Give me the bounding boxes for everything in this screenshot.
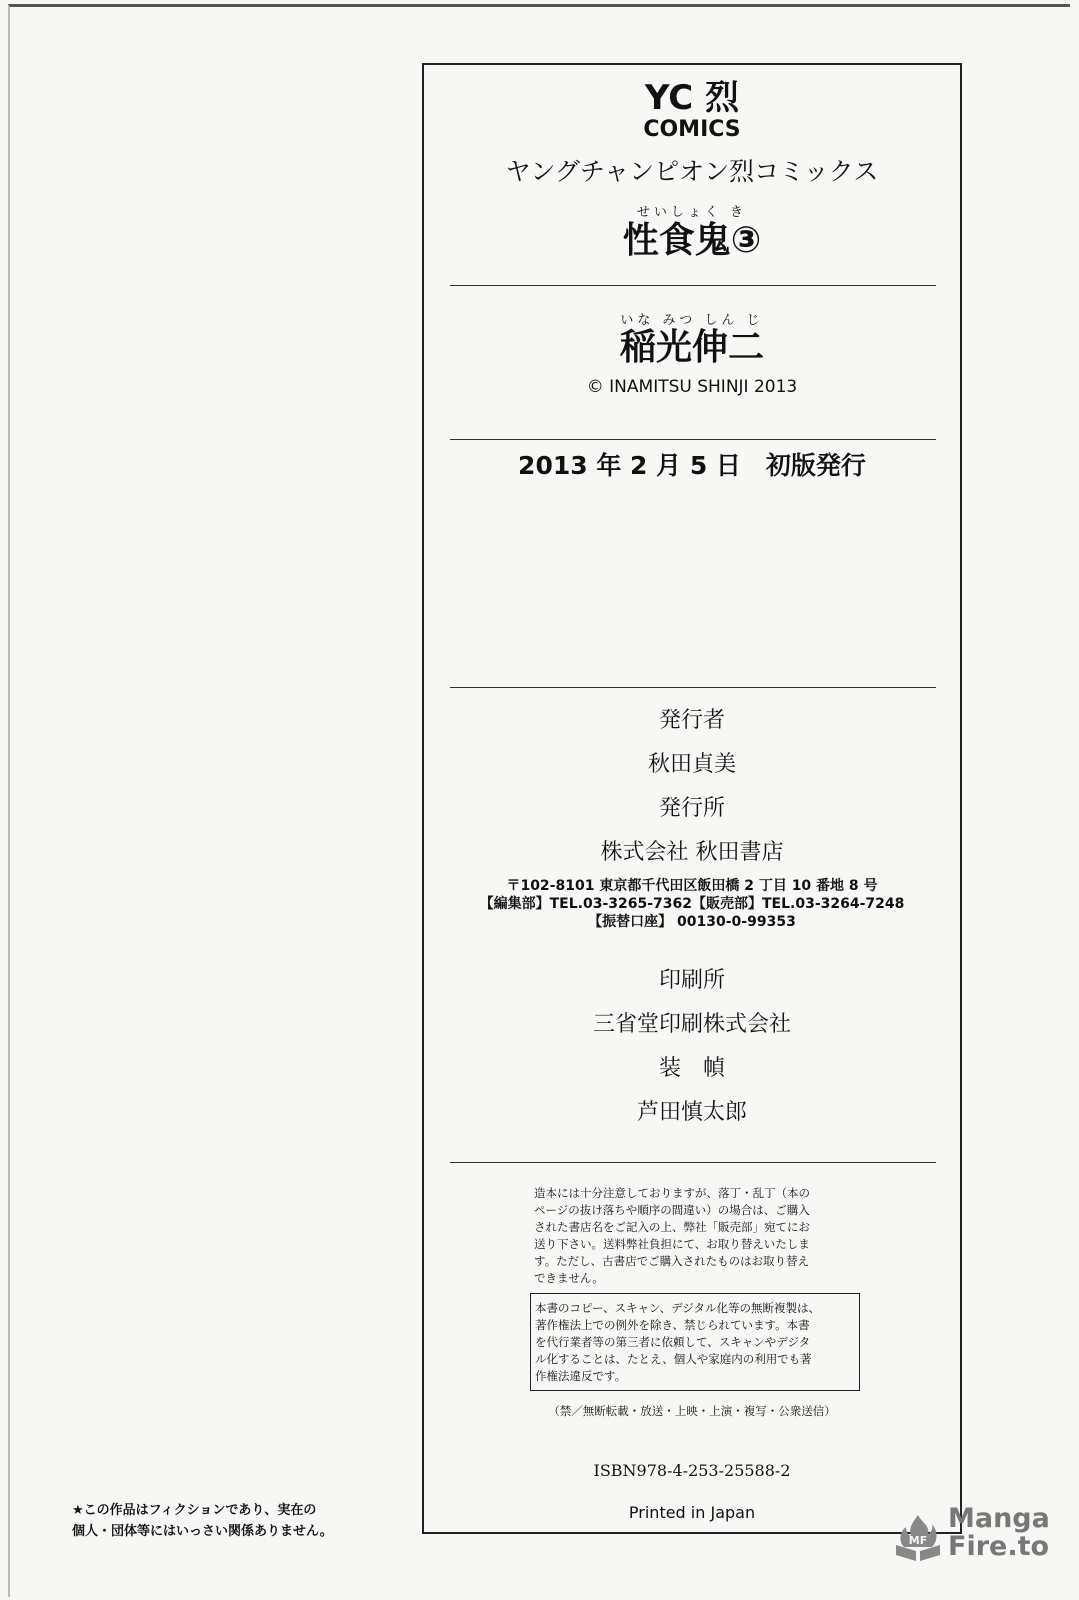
copyright: © INAMITSU SHINJI 2013 bbox=[586, 377, 798, 397]
author-ruby: いな みつ しん じ bbox=[620, 313, 764, 328]
printer-name: 三省堂印刷株式会社 bbox=[592, 1012, 791, 1037]
phone-line: 【編集部】TEL.03-3265-7362【販売部】TEL.03-3264-7248 bbox=[479, 896, 905, 912]
divider bbox=[450, 439, 936, 440]
watermark-text: Manga Fire.to bbox=[948, 1503, 1050, 1562]
author-name: 稲光伸二 bbox=[619, 327, 764, 368]
design-label: 装 幀 bbox=[658, 1056, 725, 1081]
colophon-box bbox=[422, 63, 962, 1534]
address-line: 〒102-8101 東京都千代田区飯田橋 2 丁目 10 番地 8 号 bbox=[506, 878, 878, 894]
book-title: 性食鬼③ bbox=[622, 220, 762, 261]
divider bbox=[450, 687, 936, 688]
divider bbox=[450, 285, 936, 286]
publishing-office-label: 発行所 bbox=[658, 796, 725, 821]
publishing-office-name: 株式会社 秋田書店 bbox=[600, 840, 784, 865]
designer-name: 芦田慎太郎 bbox=[636, 1100, 747, 1125]
imprint-label: YC 烈 bbox=[644, 78, 740, 118]
comics-label: COMICS bbox=[643, 117, 741, 142]
printed-in: Printed in Japan bbox=[628, 1503, 756, 1522]
title-ruby: せいしょく き bbox=[636, 205, 748, 220]
flame-book-icon bbox=[892, 1511, 944, 1563]
fiction-disclaimer: ★この作品はフィクションであり、実在の 個人・団体等にはいっさい関係ありません。 bbox=[72, 1503, 333, 1539]
publisher-label: 発行者 bbox=[658, 708, 725, 733]
watermark bbox=[892, 1505, 1062, 1565]
printer-label: 印刷所 bbox=[658, 968, 725, 993]
defect-notice: 造本には十分注意しておりますが、落丁・乱丁（本の ページの抜け落ちや順序の間違い）の場合は、ご購入 された書店名をご記入の上、弊社「販売部」宛てにお 送り下さい。送料弊社負担にて、お取り替えいたしま す。ただし、古書店でご購入されたものはお取り替え できません。 bbox=[534, 1186, 810, 1285]
series-name: ヤングチャンピオン烈コミックス bbox=[505, 157, 879, 186]
svg-text:MF: MF bbox=[908, 1534, 928, 1547]
account-line: 【振替口座】 00130-0-99353 bbox=[588, 914, 796, 930]
copy-notice-box: 本書のコピー、スキャン、デジタル化等の無断複製は、 著作権法上での例外を除き、禁じられています。本書 を代行業者等の第三者に依頼して、スキャンやデジタ ル化することは、たとえ、個人や家庭内の利用でも著 作権法違反です。 bbox=[530, 1293, 860, 1391]
isbn: ISBN978-4-253-25588-2 bbox=[593, 1461, 791, 1480]
publish-date: 2013 年 2 月 5 日 初版発行 bbox=[518, 451, 866, 480]
publisher-name: 秋田貞美 bbox=[647, 752, 736, 777]
prohibited-note: （禁／無断転載・放送・上映・上演・複写・公衆送信） bbox=[548, 1404, 836, 1418]
divider bbox=[450, 1162, 936, 1163]
